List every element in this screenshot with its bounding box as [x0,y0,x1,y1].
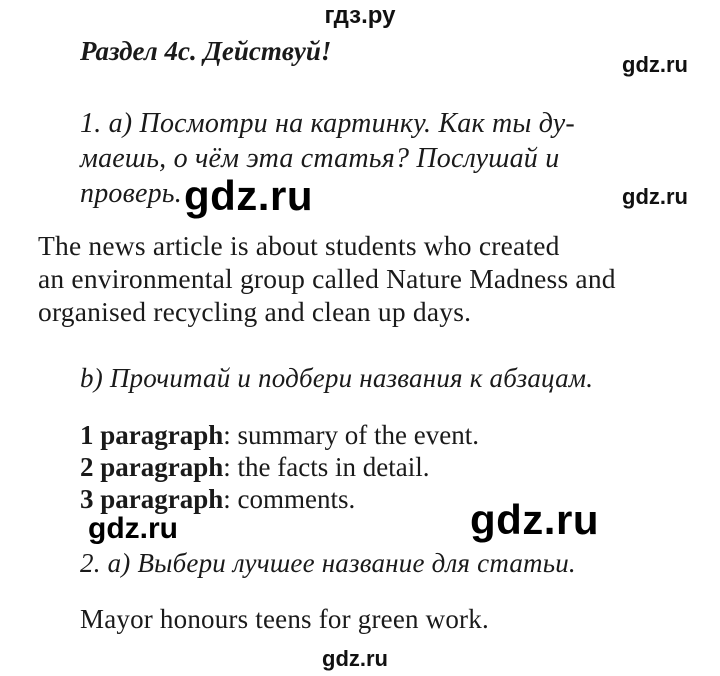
answer-1a-line-1: The news article is about students who created [38,230,560,261]
paragraph-label: 1 paragraph [80,420,224,450]
task-2a-instruction: 2. а) Выбери лучшее название для статьи. [80,548,576,578]
paragraph-item-2 [80,452,429,483]
watermark-top-right: gdz.ru [622,52,688,77]
paragraph-item-3 [80,484,355,515]
paragraph-item-1 [80,420,479,451]
header-watermark: гдз.ру [324,2,396,29]
answer-1a-line-3: organised recycling and clean up days. [38,296,472,327]
answer-1a-line-2: an environmental group called Nature Madness and [38,263,616,294]
watermark-left: gdz.ru [88,512,178,545]
task-1a-line-1: 1. а) Посмотри на картинку. Как ты ду- [80,108,575,139]
section-title: Раздел 4с. Действуй! [80,36,332,66]
watermark-big-center: gdz.ru [184,172,313,219]
paragraph-label: 3 paragraph [80,484,224,514]
watermark-bottom: gdz.ru [322,646,388,671]
watermark-mid-right: gdz.ru [622,184,688,209]
task-1a-line-3: проверь. [80,178,182,209]
answer-2a: Mayor honours teens for green work. [80,604,489,634]
paragraph-text: : the facts in detail. [223,452,430,482]
watermark-big-right: gdz.ru [470,496,599,543]
paragraph-label: 2 paragraph [80,452,224,482]
task-1b-instruction: b) Прочитай и подбери названия к абзацам. [80,363,594,393]
task-1a-line-2: маешь, о чём эта статья? Послушай и [80,143,560,174]
paragraph-text: : summary of the event. [223,420,479,450]
paragraph-text: : comments. [223,484,356,514]
